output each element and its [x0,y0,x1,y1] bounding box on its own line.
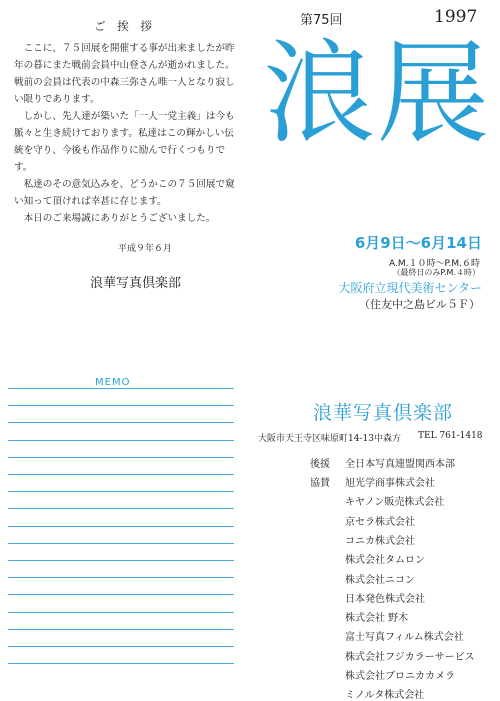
organizer-address: 大阪市天王寺区味原町14-13中森方 [258,434,401,444]
sponsor-name: 株式会社フジカラーサービス [345,651,475,663]
greeting-club-name: 浪華写真倶楽部 [90,276,182,291]
sponsor-name: 京セラ株式会社 [345,516,415,528]
sponsor-name: 富士写真フィルム株式会社 [345,632,464,644]
sponsor-name: ミノルタ株式会社 [345,690,425,701]
exhibition-edition: 第75回 [300,13,343,28]
greeting-body [14,40,240,227]
exhibition-venue-building: （住友中之島ビル５Ｆ） [359,298,480,311]
memo-line [8,388,234,389]
exhibition-venue: 大阪府立現代美術センター [338,281,482,295]
memo-label: MEMO [95,377,131,388]
organizer-name: 浪華写真倶楽部 [313,402,454,424]
memo-line [8,422,234,423]
sponsor-name: 株式会社ブロニカカメラ [345,671,455,682]
sponsor-name: 株式会社ニコン [345,574,415,586]
greeting-date: 平成９年６月 [118,244,173,254]
exhibition-title-char-1: 浪 [263,29,375,159]
memo-line [8,491,234,492]
sponsor-name: 株式会社タムロン [345,555,425,567]
memo-lines [8,388,234,688]
greeting-paragraph: 本日のご来場誠にありがとうございました。 [23,213,216,224]
memo-line [8,629,234,630]
memo-line [8,543,234,544]
exhibition-year: 1997 [434,7,478,27]
memo-line [8,508,234,509]
greeting-paragraph: ここに、７５回展を開催する事が出来ましたが昨年の暮にまた戦前会員中山登さんが逝かれました。戦前の会員は代表の中森三弥さん唯一人となり寂しい限りであります。 [14,43,235,105]
exhibition-last-day-hours: （最終日のみP.M.４時） [392,268,480,277]
greeting-paragraph: 私達のその意気込みを、どうかこの７５回展で窺い知って頂ければ幸甚に存じます。 [14,179,235,207]
memo-line [8,560,234,561]
sponsor-name: 日本発色株式会社 [345,593,425,605]
sponsors-label: 協賛 [310,478,330,489]
memo-line [8,440,234,441]
organizer-tel: TEL 761-1418 [418,431,483,441]
sponsor-name: 株式会社 野木 [345,613,409,625]
greeting-paragraph: しかし、先人達が築いた「一人一党主義」は今も脈々と生き続けております。私達はこの輝かしい伝統を守り、今後も作品作りに励んで行くつもりです。 [14,111,235,173]
support-name: 全日本写真連盟関西本部 [345,459,455,470]
memo-line [8,405,234,406]
sponsor-name: コニカ株式会社 [345,535,415,547]
memo-line [8,474,234,475]
memo-line [8,577,234,578]
memo-line [8,526,234,527]
memo-line [8,457,234,458]
greeting-title: ご 挨 拶 [94,19,156,33]
sponsor-name: キヤノン販売株式会社 [345,497,445,509]
sponsor-name: 旭光学商事株式会社 [345,478,435,489]
memo-line [8,663,234,664]
support-label: 後援 [310,459,330,470]
exhibition-dates: 6月9日～6月14日 [354,234,482,252]
memo-line [8,646,234,647]
exhibition-hours: A.M.１０時～P.M.６時 [389,259,480,269]
memo-line [8,612,234,613]
exhibition-title-char-2: 展 [377,29,489,159]
memo-line [8,594,234,595]
